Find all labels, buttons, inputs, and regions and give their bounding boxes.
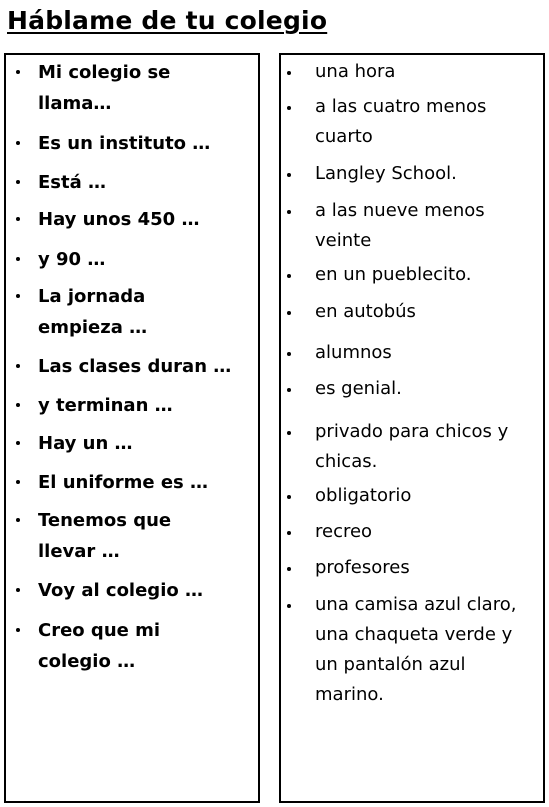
left-item-text: Hay unos 450 … xyxy=(38,209,200,230)
left-item-text: Es un instituto … xyxy=(38,133,211,154)
right-list-item xyxy=(281,517,543,547)
bullet-icon xyxy=(287,71,291,75)
right-list-item xyxy=(281,159,543,189)
left-list-item xyxy=(6,390,258,421)
bullet-icon xyxy=(287,531,291,535)
bullet-icon xyxy=(16,518,20,522)
bullet-icon xyxy=(16,480,20,484)
left-item-text: Creo que mi colegio … xyxy=(38,620,161,672)
phrase-starters-column xyxy=(4,53,260,803)
bullet-icon xyxy=(287,431,291,435)
right-item-text: es genial. xyxy=(315,378,402,399)
phrase-endings-column xyxy=(279,53,545,803)
right-item-text: recreo xyxy=(315,521,373,542)
left-item-text: y terminan … xyxy=(38,395,173,416)
right-list-item xyxy=(281,590,543,710)
left-list-item xyxy=(6,204,258,235)
bullet-icon xyxy=(16,217,20,221)
right-item-text: a las cuatro menos cuarto xyxy=(315,96,487,147)
left-item-text: Mi colegio se llama… xyxy=(38,62,171,114)
right-item-text: privado para chicos y chicas. xyxy=(315,421,509,472)
bullet-icon xyxy=(16,403,20,407)
right-item-text: Langley School. xyxy=(315,163,457,184)
right-list-item xyxy=(281,374,543,404)
left-item-text: Voy al colegio … xyxy=(38,580,203,601)
right-item-text: una hora xyxy=(315,61,396,82)
left-list-item xyxy=(6,351,258,382)
bullet-icon xyxy=(16,441,20,445)
bullet-icon xyxy=(287,495,291,499)
right-list-item xyxy=(281,481,543,511)
left-list-item xyxy=(6,615,258,677)
left-list-item xyxy=(6,428,258,459)
left-list-item xyxy=(6,244,258,275)
bullet-icon xyxy=(16,141,20,145)
left-item-text: La jornada empieza … xyxy=(38,286,148,338)
bullet-icon xyxy=(16,294,20,298)
right-item-text: profesores xyxy=(315,557,410,578)
bullet-icon xyxy=(16,70,20,74)
bullet-icon xyxy=(16,588,20,592)
bullet-icon xyxy=(287,352,291,356)
right-item-text: alumnos xyxy=(315,342,392,363)
left-item-text: Tenemos que llevar … xyxy=(38,510,172,562)
page-title: Háblame de tu colegio xyxy=(7,6,328,35)
right-list-item xyxy=(281,196,543,256)
right-item-text: a las nueve menos veinte xyxy=(315,200,485,251)
left-list-item xyxy=(6,57,258,119)
bullet-icon xyxy=(16,257,20,261)
left-list-item xyxy=(6,467,258,498)
left-item-text: Las clases duran … xyxy=(38,356,232,377)
right-item-text: obligatorio xyxy=(315,485,412,506)
right-item-text: en un pueblecito. xyxy=(315,264,472,285)
bullet-icon xyxy=(287,388,291,392)
left-item-text: y 90 … xyxy=(38,249,106,270)
bullet-icon xyxy=(287,311,291,315)
right-list-item xyxy=(281,297,543,327)
left-list-item xyxy=(6,505,258,567)
right-item-text: en autobús xyxy=(315,301,416,322)
left-list-item xyxy=(6,128,258,159)
left-item-text: Hay un … xyxy=(38,433,133,454)
bullet-icon xyxy=(287,210,291,214)
left-item-text: Está … xyxy=(38,172,107,193)
left-item-text: El uniforme es … xyxy=(38,472,209,493)
bullet-icon xyxy=(16,364,20,368)
right-list-item xyxy=(281,260,543,290)
bullet-icon xyxy=(287,173,291,177)
right-list-item xyxy=(281,553,543,583)
left-list-item xyxy=(6,167,258,198)
bullet-icon xyxy=(287,106,291,110)
left-list-item xyxy=(6,281,258,343)
bullet-icon xyxy=(287,567,291,571)
bullet-icon xyxy=(16,180,20,184)
left-list-item xyxy=(6,575,258,606)
right-list-item xyxy=(281,338,543,368)
right-item-text: una camisa azul claro, una chaqueta verde y un pantalón azul marino. xyxy=(315,594,517,705)
right-list-item xyxy=(281,92,543,152)
right-list-item xyxy=(281,57,543,87)
bullet-icon xyxy=(287,604,291,608)
bullet-icon xyxy=(16,628,20,632)
right-list-item xyxy=(281,417,543,477)
bullet-icon xyxy=(287,274,291,278)
